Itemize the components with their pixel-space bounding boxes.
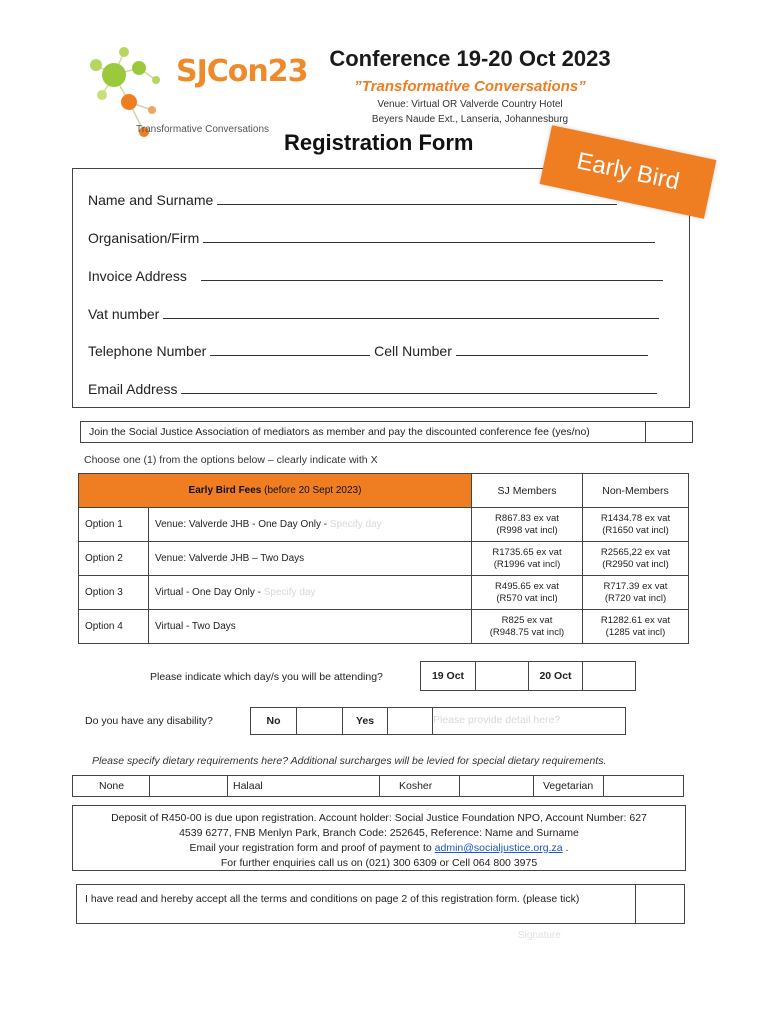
dietary-halaal[interactable]: Halaal: [233, 780, 263, 792]
member-price[interactable]: R495.65 ex vat (R570 vat incl): [472, 576, 583, 610]
email-input-line[interactable]: [181, 381, 657, 394]
membership-answer-box[interactable]: [645, 421, 693, 443]
conference-title: Conference 19-20 Oct 2023: [329, 46, 611, 71]
option-venue[interactable]: Venue: Valverde JHB – Two Days: [149, 542, 472, 576]
logo-tagline: Transformative Conversations: [136, 124, 270, 135]
terms-checkbox[interactable]: [635, 884, 685, 924]
non-member-price[interactable]: R1434.78 ex vat (R1650 vat incl): [583, 508, 689, 542]
disability-yes-checkbox[interactable]: [388, 708, 433, 734]
invoice-address-input-line[interactable]: [201, 268, 663, 281]
col-sj-members: SJ Members: [472, 474, 583, 508]
option-label: Option 4: [79, 610, 149, 644]
fees-heading: Early Bird Fees (before 20 Sept 2023): [79, 474, 472, 508]
conference-subtitle: ”Transformative Conversations”: [354, 78, 586, 95]
day2-label: 20 Oct: [529, 662, 583, 690]
disability-question: Do you have any disability?: [85, 715, 213, 727]
days-selector: [420, 661, 636, 691]
telephone-label: Telephone Number: [88, 343, 207, 359]
logo-brand: SJCon23: [176, 54, 308, 89]
organisation-input-line[interactable]: [203, 230, 655, 243]
vat-input-line[interactable]: [163, 306, 659, 319]
registration-form-title: Registration Form: [284, 130, 474, 155]
organisation-label: Organisation/Firm: [88, 230, 200, 246]
option-venue[interactable]: Virtual - Two Days: [149, 610, 472, 644]
invoice-address-label: Invoice Address: [88, 268, 187, 284]
fee-row[interactable]: [79, 542, 689, 576]
fees-table: [78, 473, 689, 644]
fee-row[interactable]: [79, 576, 689, 610]
vat-label: Vat number: [88, 306, 160, 322]
email-link[interactable]: admin@socialjustice.org.za: [434, 842, 563, 854]
member-price[interactable]: R867.83 ex vat (R998 vat incl): [472, 508, 583, 542]
member-price[interactable]: R1735.65 ex vat (R1996 vat incl): [472, 542, 583, 576]
disability-detail-input[interactable]: Please provide detail here?: [433, 714, 561, 726]
disability-no-label: No: [251, 708, 297, 734]
deposit-info: Deposit of R450-00 is due upon registration. Account holder: Social Justice Foundation NPO, Account Number: 627 4539 6277, FNB Menlyn Park, Branch Code: 252645, Reference: Name and Surname Email your registration form and proof of payment to admin@socialjustice.org.za . For further enquiries call us on (021) 300 6309 or Cell 064 800 3975: [72, 805, 686, 871]
dietary-vegetarian[interactable]: Vegetarian: [543, 780, 594, 792]
option-label: Option 2: [79, 542, 149, 576]
non-member-price[interactable]: R717.39 ex vat (R720 vat incl): [583, 576, 689, 610]
fees-header-row: [79, 474, 689, 508]
cell-label: Cell Number: [374, 343, 452, 359]
non-member-price[interactable]: R1282.61 ex vat (1285 vat incl): [583, 610, 689, 644]
fee-row[interactable]: [79, 508, 689, 542]
option-venue[interactable]: Virtual - One Day Only - Specify day: [149, 576, 472, 610]
venue-line-1: Venue: Virtual OR Valverde Country Hotel: [377, 99, 563, 110]
non-member-price[interactable]: R2565,22 ex vat (R2950 vat incl): [583, 542, 689, 576]
cell-input-line[interactable]: [456, 343, 648, 356]
name-field[interactable]: [88, 192, 617, 208]
day2-checkbox[interactable]: [583, 662, 635, 690]
vat-field[interactable]: [88, 306, 659, 322]
email-label: Email Address: [88, 381, 178, 397]
telephone-input-line[interactable]: [210, 343, 370, 356]
member-price[interactable]: R825 ex vat (R948.75 vat incl): [472, 610, 583, 644]
telephone-field[interactable]: [88, 343, 648, 359]
signature-field[interactable]: Signature: [518, 930, 561, 941]
membership-question: Join the Social Justice Association of mediators as member and pay the discounted conference fee (yes/no): [80, 421, 646, 443]
organisation-field[interactable]: [88, 230, 655, 246]
choose-instruction: Choose one (1) from the options below – clearly indicate with X: [84, 454, 378, 466]
days-question: Please indicate which day/s you will be attending?: [150, 671, 383, 683]
fee-row[interactable]: [79, 610, 689, 644]
day1-checkbox[interactable]: [476, 662, 529, 690]
col-non-members: Non-Members: [583, 474, 689, 508]
invoice-address-field[interactable]: [88, 268, 663, 284]
disability-yes-label: Yes: [343, 708, 388, 734]
dietary-options: [72, 775, 684, 797]
dietary-question: Please specify dietary requirements here? Additional surcharges will be levied for special dietary requirements.: [92, 755, 607, 767]
option-label: Option 3: [79, 576, 149, 610]
early-bird-badge: Early Bird: [540, 125, 717, 219]
venue-line-2: Beyers Naude Ext., Lanseria, Johannesburg: [371, 114, 569, 125]
dietary-none[interactable]: None: [99, 780, 125, 792]
email-field[interactable]: [88, 381, 657, 397]
terms-acceptance: I have read and hereby accept all the terms and conditions on page 2 of this registration form. (please tick): [76, 884, 636, 924]
option-venue[interactable]: Venue: Valverde JHB - One Day Only - Specify day: [149, 508, 472, 542]
disability-no-checkbox[interactable]: [297, 708, 343, 734]
day1-label: 19 Oct: [421, 662, 476, 690]
name-input-line[interactable]: [217, 192, 617, 205]
dietary-kosher[interactable]: Kosher: [399, 780, 433, 792]
option-label: Option 1: [79, 508, 149, 542]
disability-selector: [250, 707, 626, 735]
name-label: Name and Surname: [88, 192, 214, 208]
